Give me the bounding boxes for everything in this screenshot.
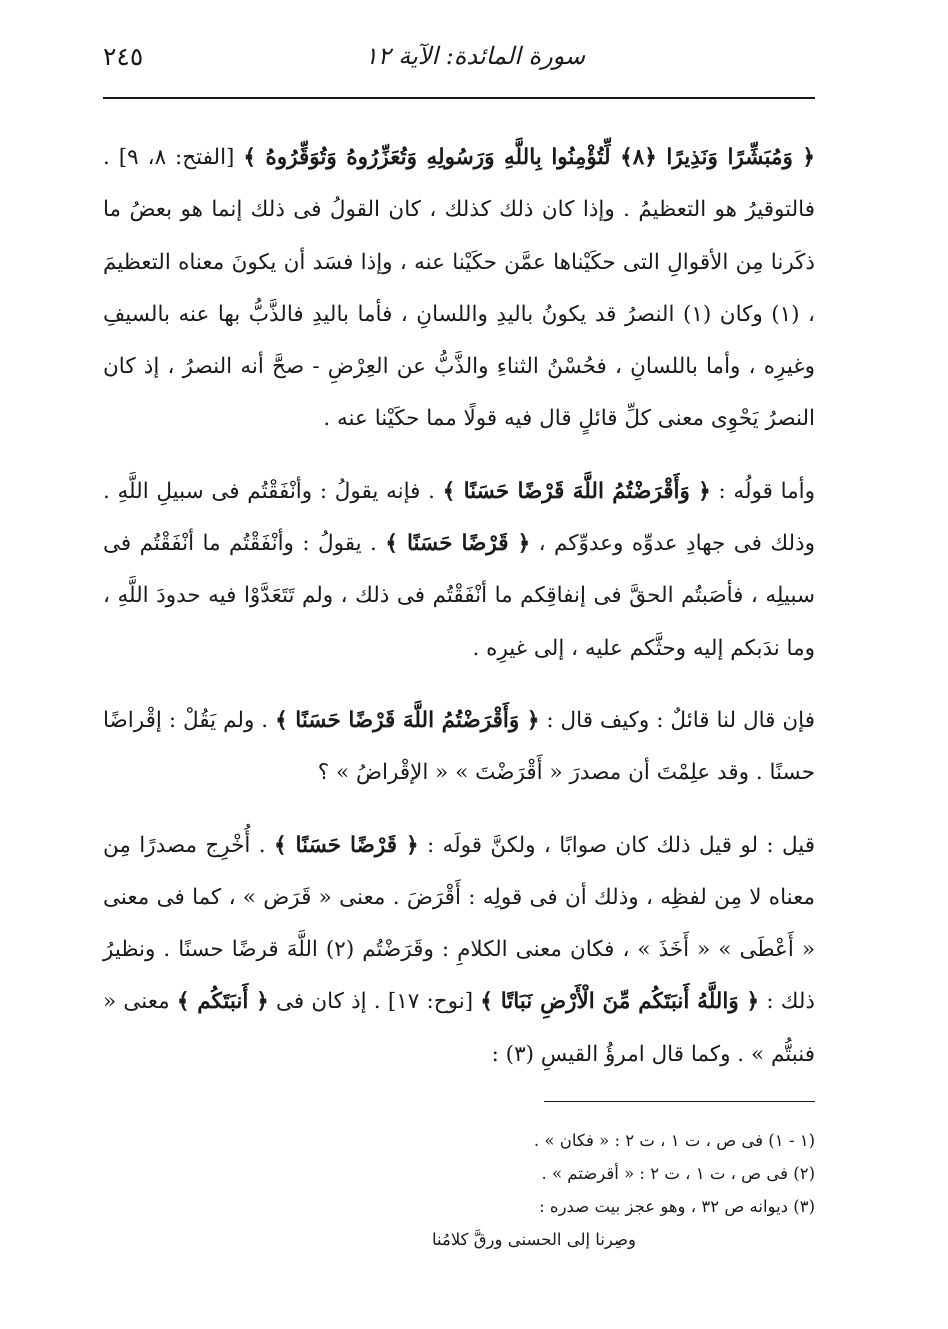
paragraph-text: فالتوقيرُ هو التعظيمُ . وإذا كان ذلك كذلك ، كان القولُ فى ذلك إنما هو بعضُ ما ذكَرنا مِن الأقوالِ التى حكَيْناها عمَّن حكَيْنا عنه ، وإذا فسَد أن يكونَ معناه التعظيمَ ، (١) وكان (١) النصرُ قد يكونُ باليدِ واللسانِ ، فأما باليدِ فالذَّبُّ بها عنه بالسيفِ وغيرِه ، وأما باللسانِ ، فحُسْنُ الثناءِ والذَّبُّ عن العِرْضِ - صحَّ أنه النصرُ ، إذ كان النصرُ يَحْوِى معنى كلِّ قائلٍ قال فيه قولًا مما حكَيْنا عنه . [103,197,815,432]
footnote-poem-line: وصِرنا إلى الحسنى ورقَّ كلامُنا [431,1230,637,1249]
footnote-rule [544,1101,815,1102]
paragraph-text: [نوح: ١٧] . إذ كان فى [268,989,481,1015]
quran-verse: ﴿ وَأَقْرَضْتُمُ اللَّهَ قَرْضًا حَسَنًا ﴾ [275,707,540,733]
paragraph-text: قيل : لو قيل ذلك كان صوابًا ، ولكنَّ قولَه : [418,832,815,858]
footnote-3: (٣) ديوانه ص ٣٢ ، وهو عجز بيت صدره : [539,1197,815,1216]
page-number: ٢٤٥ [103,42,144,71]
body-text [103,132,815,1081]
quran-verse: ﴿ وَاللَّهُ أَنبَتَكُم مِّنَ الْأَرْضِ نَبَاتًا ﴾ [480,989,760,1015]
footnote-1: (١ - ١) فى ص ، ت ١ ، ت ٢ : « فكان » . [533,1131,815,1150]
footnote-2: (٢) فى ص ، ت ١ ، ت ٢ : « أقرضتم » . [541,1164,815,1183]
running-title: سورة المائدة: الآية ١٢ [364,42,586,70]
quran-verse: ﴿ قَرْضًا حَسَنًا ﴾ [273,832,419,858]
paragraph-text: . فإنه يقولُ : وأنْفَقْتُم فى سبيلِ اللَّهِ . وذلك فى جهادِ عدوِّه وعدوِّكم ، [103,478,816,557]
paragraph-text: معنى « فنبتُّم » . وكما قال امرؤُ القيسِ (٣) : [103,989,815,1067]
footnotes [103,1124,815,1256]
paragraph-text: . يقولُ : وأنْفَقْتُم ما أنْفَقْتُم فى سبيلِه ، فأصَبتُم الحقَّ فى إنفاقِكم ما أنْفَقْتُم فى ذلك ، ولم تَتَعَدَّوْا فيه حدودَ اللَّهِ ، وما ندَبكم إليه وحثَّكم عليه ، إلى غيرِه . [103,531,815,661]
paragraph-1 [103,132,815,446]
paragraph-text: . ولم يَقُلْ : إقْراضًا حسنًا . وقد علِمْتَ أن مصدرَ « أَقْرَضْتَ » « الإقْراضُ » ؟ [103,707,815,786]
quran-verse: ﴿ وَأَقْرَضْتُمُ اللَّهَ قَرْضًا حَسَنًا ﴾ [442,478,711,504]
paragraph-text: . أُخْرِج مصدرًا مِن معناه لا مِن لفظِه ، وذلك أن فى قولِه : أَقْرَضَ . معنى « قَرَض » ، كما فى معنى « أَعْطَى » « أَخَذَ » ، فكان معنى الكلامِ : وقَرَضْتُم (٢) اللَّهَ قرضًا حسنًا . ونظيرُ ذلك : [103,832,816,1015]
verse-reference: [الفتح: ٨، ٩] . [103,145,244,170]
paragraph-3 [103,695,815,800]
quran-verse: ﴿ قَرْضًا حَسَنًا ﴾ [385,531,531,557]
paragraph-4 [103,820,815,1081]
header-rule [103,97,815,99]
paragraph-2 [103,466,815,675]
paragraph-text: وأما قولُه : [710,478,816,504]
quran-verse: ﴿ وَمُبَشِّرًا وَنَذِيرًا ﴿٨﴾ لِّتُؤْمِنُوا بِاللَّهِ وَرَسُولِهِ وَتُعَزِّرُوهُ وَتُوَقِّرُوهُ ﴾ [243,145,816,170]
quran-verse: ﴿ أَنبَتَكُم ﴾ [176,989,269,1015]
paragraph-text: فإن قال لنا قائلٌ : وكيف قال : [539,707,816,733]
